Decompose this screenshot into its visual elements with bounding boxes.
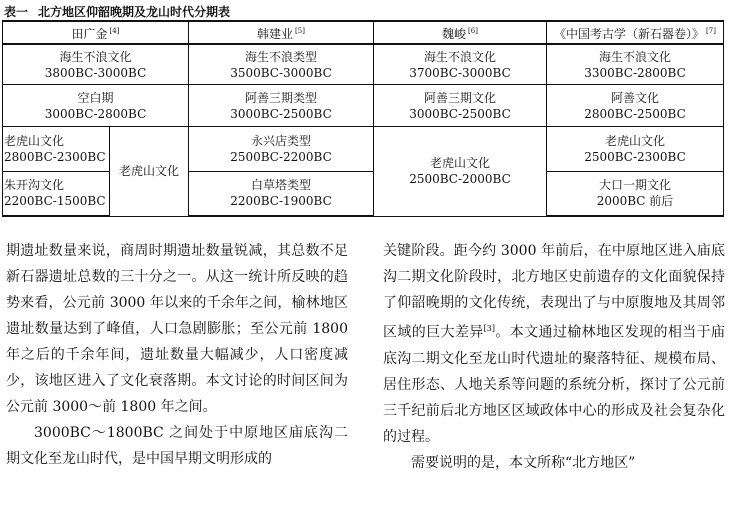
chronology-table: [2, 20, 724, 217]
table-number: 表一: [4, 5, 29, 19]
cell-tian-r2: 空白期 3000BC-2800BC: [3, 85, 189, 127]
header-wei: 魏峻 [6]: [374, 21, 547, 44]
table-row: [3, 127, 724, 172]
cell-han-r1: 海生不浪类型 3500BC-3000BC: [189, 44, 374, 84]
cell-wei-r3: 老虎山文化 2500BC-2000BC: [374, 127, 547, 216]
cell-tian-zhukaigou: 朱开沟文化 2200BC-1500BC: [3, 171, 110, 216]
table-caption: [4, 3, 230, 20]
header-zgkgx: 《中国考古学（新石器卷）》 [7]: [547, 21, 724, 44]
cell-wei-r1: 海生不浪文化 3700BC-3000BC: [374, 44, 547, 84]
cell-zgkgx-r2: 阿善文化 2800BC-2500BC: [547, 85, 724, 127]
cell-tian-r1: 海生不浪文化 3800BC-3000BC: [3, 44, 189, 84]
paragraph: 期遗址数量来说，商周时期遗址数量锐减，其总数不足新石器遗址总数的三十分之一。从这一统计所反映的趋势来看，公元前 3000 年以来的千余年之间，榆林地区遗址数量达到了峰值，人口急剧膨胀；至公元前 1800 年之后的千余年间，遗址数量大幅减少，人口密度减少，该地区进入了文化衰落期。本文讨论的时间区间为公元前 3000～前 1800 年之间。: [6, 243, 348, 415]
paragraph: 关键阶段。距今约 3000 年前后，在中原地区进入庙底沟二期文化阶段时，北方地区史前遗存的文化面貌保持了仰韶晚期的文化传统，表现出了与中原腹地及其周邻区域的巨大差异[3]。本文通过榆林地区发现的相当于庙底沟二期文化至龙山时代遗址的聚落特征、规模布局、居住形态、人地关系等问题的系统分析，探讨了公元前三千纪前后北方地区区域政体中心的形成及社会复杂化的过程。: [383, 243, 726, 445]
table-row: [3, 85, 724, 127]
header-tian: 田广金 [4]: [3, 21, 189, 44]
cell-wei-r2: 阿善三期文化 3000BC-2500BC: [374, 85, 547, 127]
citation-ref: [3]: [483, 324, 495, 333]
cell-han-r2: 阿善三期类型 3000BC-2500BC: [189, 85, 374, 127]
cell-tian-laohushan: 老虎山文化 2800BC-2300BC: [3, 127, 110, 172]
body-column-right: [383, 238, 725, 476]
cell-zgkgx-r4: 大口一期文化 2000BC 前后: [547, 171, 724, 216]
paragraph: 需要说明的是，本文所称“北方地区”: [411, 454, 636, 471]
cell-zgkgx-r1: 海生不浪文化 3300BC-2800BC: [547, 44, 724, 84]
table-header-row: [3, 21, 724, 44]
body-column-left: [6, 238, 348, 472]
header-han: 韩建业 [5]: [189, 21, 374, 44]
paragraph: 3000BC～1800BC 之间处于中原地区庙底沟二期文化至龙山时代，是中国早期文明形成的: [6, 425, 348, 467]
table-row: [3, 44, 724, 84]
cell-tian-group: 老虎山文化: [110, 127, 189, 216]
table-title: 北方地区仰韶晚期及龙山时代分期表: [38, 5, 231, 19]
cell-zgkgx-r3: 老虎山文化 2500BC-2300BC: [547, 127, 724, 172]
cell-han-r4: 白草塔类型 2200BC-1900BC: [189, 171, 374, 216]
cell-han-r3: 永兴店类型 2500BC-2200BC: [189, 127, 374, 172]
